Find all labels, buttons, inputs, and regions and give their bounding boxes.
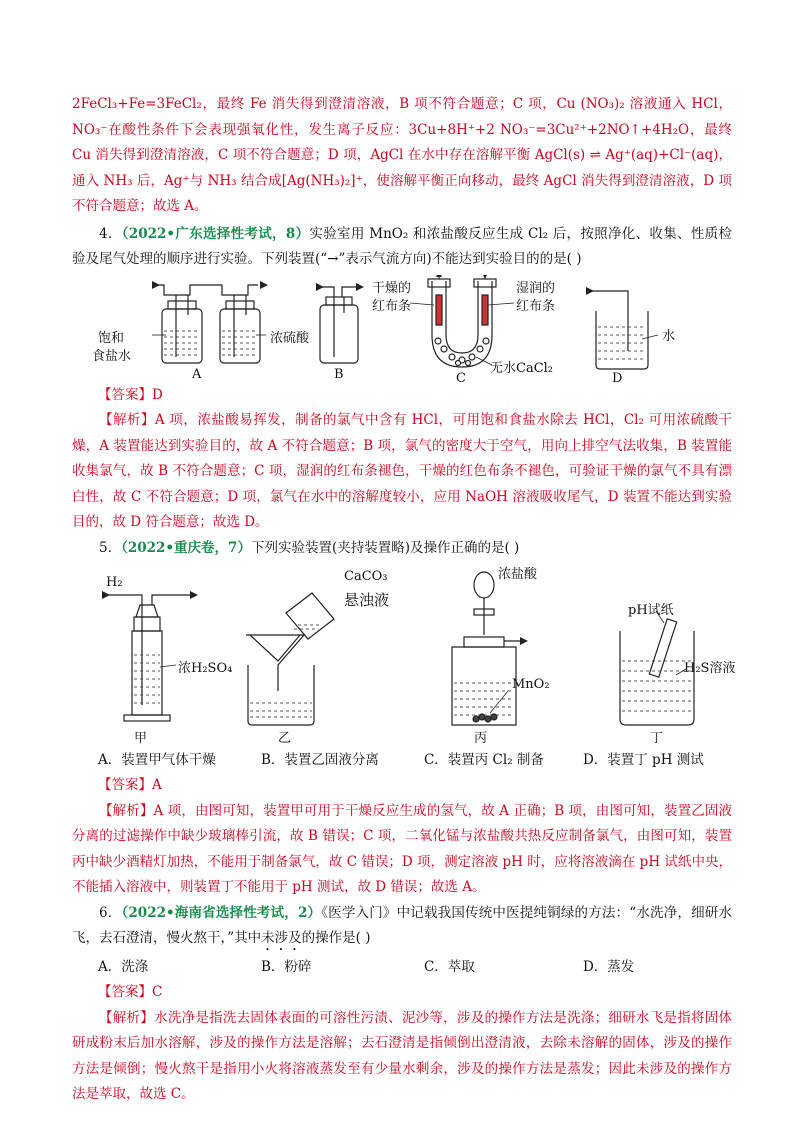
label-A: A [192,366,202,382]
previous-answer-continuation: 2FeCl₃+Fe=3FeCl₂，最终 Fe 消失得到澄清溶液，B 项不符合题意；C 项，Cu (NO₃)₂ 溶液通入 HCl，NO₃⁻在酸性条件下会表现强氧化性，发生离子反应：3Cu+8H⁺+2 NO₃⁻=3Cu²⁺+2NO↑+4H₂O，最终 Cu 消失得到澄清溶液，C 项不符合题意；D 项，AgCl 在水中存在溶解平衡 AgCl(s) ⇌ Ag⁺(aq)+Cl⁻(aq)，通入 NH₃ 后，Ag⁺与 NH₃ 结合成[Ag(NH₃)₂]⁺，使溶解平衡正向移动，最终 AgCl 消失得到澄清溶液，D 项不符合题意；故选 A。 [72,96,732,214]
label-yi: 乙 [278,731,292,746]
label-conc-h2so4-5: 浓H₂SO₄ [178,661,233,676]
question-6-number: 6． [99,904,122,921]
label-B: B [334,366,344,382]
question-5-stem [72,536,732,562]
question-6-answer: 【答案】C [98,984,163,1000]
label-caco3: CaCO₃ [344,569,388,584]
question-5-source: （2022•重庆卷，7） [121,539,251,556]
question-4-answer: 【答案】D [98,386,163,403]
question-5-number: 5． [99,539,122,556]
question-4-source: （2022•广东选择性考试，8） [121,225,310,242]
question-5-figure [72,565,736,746]
q5-option-b[interactable]: B．装置乙固液分离 [260,752,379,768]
label-dry-1: 干燥的 [372,280,412,296]
label-conc-hcl: 浓盐酸 [498,567,538,582]
q6-option-a[interactable]: A．洗涤 [98,959,149,975]
label-jia: 甲 [134,731,148,746]
label-wet-1: 湿润的 [516,280,556,296]
q5-option-c[interactable]: C．装置丙 Cl₂ 制备 [423,752,544,768]
question-4-stem [72,222,732,273]
q6-option-b[interactable]: B．粉碎 [260,959,312,975]
document-page [72,92,736,1108]
q5-option-d[interactable]: D．装置丁 pH 测试 [582,752,704,768]
label-mno2: MnO₂ [512,677,550,692]
question-5-analysis: 【解析】A 项，由图可知，装置甲可用于干燥反应生成的氢气，故 A 正确；B 项，由图可知，装置乙固液分离的过滤操作中缺少玻璃棒引流，故 B 错误；C 项，二氧化锰与浓盐酸共热反应制备氯气，由图可知，装置丙中缺少酒精灯加热，不能用于制备氯气，故 C 错误；D 项，测定溶液 pH 时，应将溶液滴在 pH 试纸中央，不能插入溶液中，则装置丁不能用于 pH 测试，故 D 错误；故选 A。 [72,802,732,895]
label-ding: 丁 [650,731,664,746]
q6-option-d[interactable]: D．蒸发 [582,959,635,975]
q6-option-c[interactable]: C．萃取 [423,959,475,975]
label-suspension: 悬浊液 [344,591,390,609]
label-h2: H₂ [106,575,123,590]
question-6-text-a: 《医学入门》中记载我国传统中医提纯铜绿的方法：“水洗净，细研水飞，去石澄清，慢火熬干，”其中 [72,904,732,946]
label-h2s-solution: H₂S溶液 [684,661,736,676]
question-6-emphasis: 未涉及 [261,930,302,946]
question-5-options [72,747,732,773]
label-brine-2: 食盐水 [92,348,132,364]
question-4-analysis: 【解析】A 项，浓盐酸易挥发，制备的氯气中含有 HCl，可用饱和食盐水除去 HCl，Cl₂ 可用浓硫酸干燥，A 装置能达到实验目的，故 A 不符合题意；B 项，氯气的密度大于空气，用向上排空气法收集，B 装置能收集氯气，故 B 不符合题意；C 项，湿润的红布条褪色，干燥的红色布条不褪色，可验证干燥的氯气不具有漂白性，故 C 不符合题意；D 项，氯气在水中的溶解度较小，应用 NaOH 溶液吸收尾气，D 装置不能达到实验目的，故 D 符合题意；故选 D。 [72,412,732,530]
label-ph-paper: pH试纸 [628,603,674,618]
label-D: D [612,370,623,386]
question-4-text: 实验室用 MnO₂ 和浓盐酸反应生成 Cl₂ 后，按照净化、收集、性质检验及尾气处理的顺序进行实验。下列装置(“→”表示气流方向)不能达到实验目的的是( ) [72,225,732,267]
question-6-stem [72,901,732,955]
label-bing: 丙 [474,731,488,746]
question-5-text: 下列实验装置(夹持装置略)及操作正确的是( ) [250,539,520,556]
label-cacl2: 无水CaCl₂ [490,360,554,376]
question-6-analysis: 【解析】水洗净是指洗去固体表面的可溶性污渍、泥沙等，涉及的操作方法是洗涤；细研水飞是指将固体研成粉末后加水溶解，涉及的操作方法是溶解；去石澄清是指倾倒出澄清液，去除未溶解的固体，涉及的操作方法是倾倒；慢火熬干是指用小火将溶液蒸发至有少量水剩余，涉及的操作方法是蒸发；因此未涉及的操作方法是萃取，故选 C。 [72,1009,732,1102]
label-dry-2: 红布条 [372,298,412,314]
question-5-answer: 【答案】A [98,777,162,793]
label-brine-1: 饱和 [98,330,125,346]
q5-apparatus-drawing [72,565,732,741]
label-wet-2: 红布条 [516,298,556,314]
question-6-options [72,954,732,980]
label-C: C [456,370,466,386]
question-6-source: （2022•海南省选择性考试，2） [121,904,322,921]
question-4-figure [72,275,732,386]
question-4-number: 4． [99,225,122,242]
question-6-text-b: 的操作是( ) [301,930,371,946]
q5-option-a[interactable]: A．装置甲气体干燥 [98,752,216,768]
label-conc-h2so4: 浓硫酸 [270,330,310,346]
label-water: 水 [662,328,676,344]
